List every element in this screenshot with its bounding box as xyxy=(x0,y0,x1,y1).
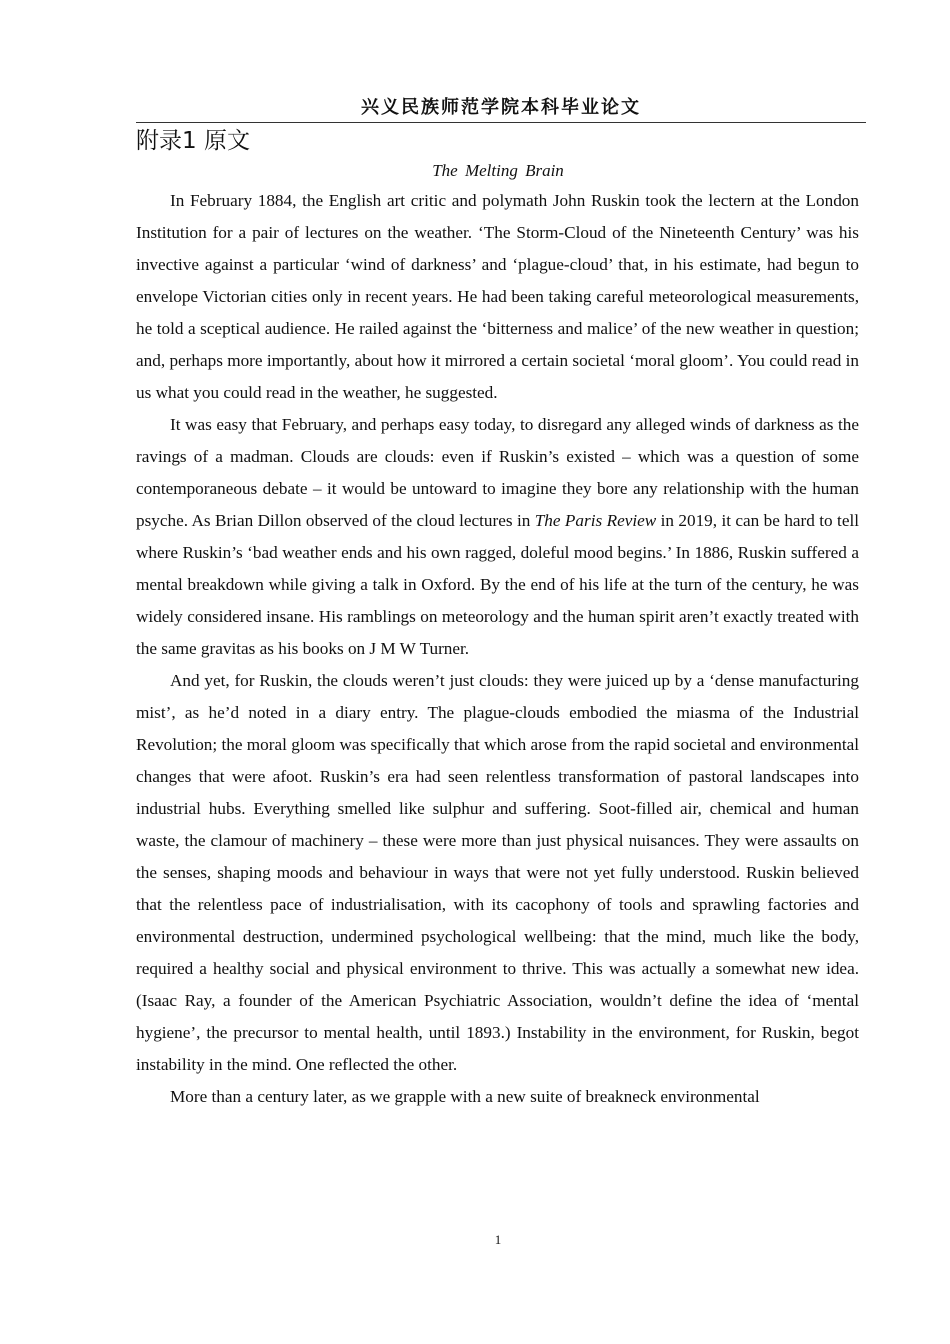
paragraph-2-text-after: in 2019, it can be hard to tell where Ruskin’s ‘bad weather ends and his own ragged, doleful mood begins.’ In 1886, Ruskin suffered a mental breakdown while giving a talk in Oxford. By the end of his life at the turn of the century, he was widely considered insane. His ramblings on meteorology and the human spirit aren’t exactly treated with the same gravitas as his books on J M W Turner. xyxy=(136,511,859,658)
article-title: The Melting Brain xyxy=(432,161,564,180)
paragraph-4: More than a century later, as we grapple with a new suite of breakneck environmental xyxy=(170,1087,760,1106)
thesis-header-title: 兴义民族师范学院本科毕业论文 xyxy=(361,97,641,118)
publication-title: The Paris Review xyxy=(534,511,657,530)
paragraph-2-text-before: It was easy that February, and perhaps easy today, to disregard any alleged winds of darkness as the ravings of a madman. Clouds are clouds: even if Ruskin’s existed – which was a question of some contemporaneous debate – it would be untoward to imagine they bore any relationship with the human psyche. As Brian Dillon observed of the cloud lectures in xyxy=(136,415,859,530)
page-header xyxy=(136,96,866,123)
paragraph-3: And yet, for Ruskin, the clouds weren’t just clouds: they were juiced up by a ‘dense manufacturing mist’, as he’d noted in a diary entry. The plague-clouds embodied the miasma of the Industrial Revolution; the moral gloom was specifically that which arose from the rapid societal and environmental changes that were afoot. Ruskin’s era had seen relentless transformation of pastoral landscapes into industrial hubs. Everything smelled like sulphur and suffering. Soot-filled air, chemical and human waste, the clamour of machinery – these were more than just physical nuisances. They were assaults on the senses, shaping moods and behaviour in ways that were not yet fully understood. Ruskin believed that the relentless pace of industrialisation, with its cacophony of tools and sprawling factories and environmental destruction, undermined psychological wellbeing: that the mind, much like the body, required a healthy social and physical environment to thrive. This was actually a somewhat new idea. (Isaac Ray, a founder of the American Psychiatric Association, wouldn’t define the idea of ‘mental hygiene’, the precursor to mental health, until 1893.) Instability in the environment, for Ruskin, begot instability in the mind. One reflected the other. xyxy=(136,671,859,1074)
page-number: 1 xyxy=(494,1232,502,1247)
paragraph-2 xyxy=(136,409,859,665)
paragraph-1: In February 1884, the English art critic and polymath John Ruskin took the lectern at the London Institution for a pair of lectures on the weather. ‘The Storm-Cloud of the Nineteenth Century’ was his invective against a particular ‘wind of darkness’ and ‘plague-cloud’ that, in his estimate, had begun to envelope Victorian cities only in recent years. He had been taking careful meteorological measurements, he told a sceptical audience. He railed against the ‘bitterness and malice’ of the new weather in question; and, perhaps more importantly, about how it mirrored a certain societal ‘moral gloom’. You could read in us what you could read in the weather, he suggested. xyxy=(136,191,859,402)
article-body xyxy=(136,185,859,1113)
appendix-heading: 附录1 原文 xyxy=(136,128,250,154)
